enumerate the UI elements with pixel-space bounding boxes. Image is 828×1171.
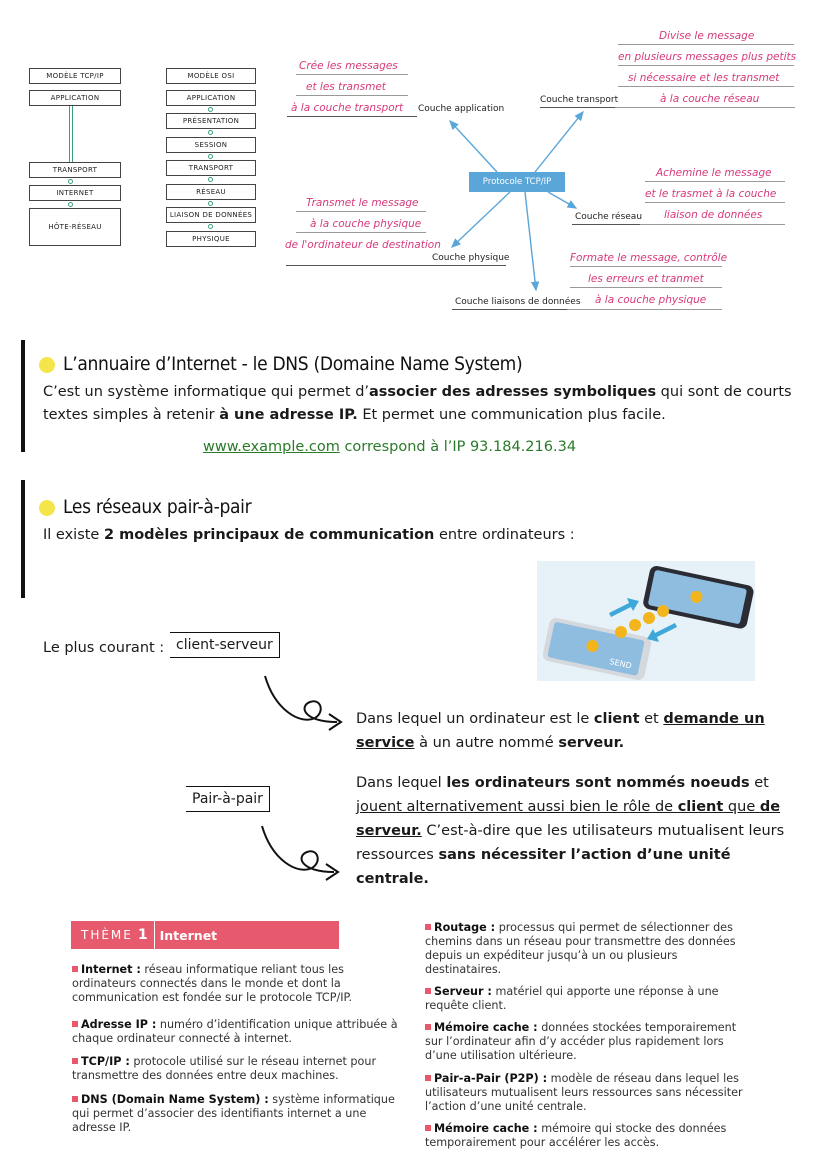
glossary-cache-1: Mémoire cache : données stockées temporairement sur l’ordinateur afin d’y accéder plus rapidement lors d’une utilisation ultérieure. — [425, 1021, 737, 1062]
mm-reseau-label: Couche réseau — [575, 212, 643, 222]
theme-banner: THÈME 1 Internet — [71, 921, 339, 949]
mm-physique-desc-1: Transmet le message — [306, 197, 419, 209]
tcp-model-title: MODÈLE TCP/IP — [29, 68, 121, 84]
phones-svg — [537, 561, 755, 681]
osi-layer-physical: PHYSIQUE — [166, 231, 256, 247]
glossary-tcpip: TCP/IP : protocole utilisé sur le réseau internet pour transmettre des données entre deux machines. — [72, 1055, 377, 1082]
glossary-routage: Routage : processus qui permet de sélectionner des chemins dans un réseau pour transmettre des données depuis un expéditeur jusqu’à un ou plusieurs destinataires. — [425, 921, 736, 976]
glossary-p2p: Pair-a-Pair (P2P) : modèle de réseau dans lequel les utilisateurs mutualisent leurs ressources sans nécessiter l’action d’une unité centrale. — [425, 1072, 743, 1113]
glossary-cache-2: Mémoire cache : mémoire qui stocke des données temporairement pour accélérer les accès. — [425, 1122, 727, 1149]
mm-liaison-desc-3: à la couche physique — [595, 294, 707, 306]
osi-layer-application: APPLICATION — [166, 90, 256, 106]
mindmap-arrows — [0, 0, 828, 320]
mm-transport-desc-2: en plusieurs messages plus petits — [618, 51, 797, 63]
p2p-section-title: Les réseaux pair-à-pair — [63, 496, 252, 518]
p2p-intro: Il existe 2 modèles principaux de communication entre ordinateurs : — [43, 527, 575, 543]
glossary-internet: Internet : réseau informatique reliant tous les ordinateurs connectés dans le monde et dont la communication est fondée sur le protocole TCP/IP. — [72, 963, 353, 1004]
mm-application-label: Couche application — [418, 104, 505, 114]
osi-layer-transport: TRANSPORT — [166, 160, 256, 176]
tcp-layer-transport: TRANSPORT — [29, 162, 121, 178]
glossary-serveur: Serveur : matériel qui apporte une réponse à une requête client. — [425, 985, 719, 1012]
client-server-box: client-serveur — [170, 632, 280, 658]
glossary-ip: Adresse IP : numéro d’identification unique attribuée à chaque ordinateur connecté à internet. — [72, 1018, 398, 1045]
mm-transport-desc-4: à la couche réseau — [660, 93, 760, 105]
mm-physique-desc-2: à la couche physique — [310, 218, 422, 230]
curl-arrow-icon — [255, 670, 350, 740]
mm-physique-label: Couche physique — [432, 253, 510, 263]
mm-application-desc-2: et les transmet — [306, 81, 386, 93]
mm-reseau-desc-1: Achemine le message — [656, 167, 772, 179]
osi-layer-datalink: LIAISON DE DONNÉES — [166, 207, 256, 223]
mm-physique-desc-3: de l'ordinateur de destination — [285, 239, 441, 251]
osi-layer-network: RÉSEAU — [166, 184, 256, 200]
p2p-description: Dans lequel les ordinateurs sont nommés noeuds et jouent alternativement aussi bien le rôle de client que de serveur. C’est-à-dire que les utilisateurs mutualisent leurs ressources sans nécessiter l’action d’une unité centrale. — [356, 775, 785, 887]
dns-description: C’est un système informatique qui permet d’associer des adresses symboliques qui sont de courts textes simples à retenir à une adresse IP. Et permet une communication plus facile. — [43, 384, 792, 423]
mm-application-desc-3: à la couche transport — [291, 102, 404, 114]
phones-illustration — [537, 561, 755, 681]
mm-application-desc-1: Crée les messages — [299, 60, 398, 72]
osi-model-title: MODÈLE OSI — [166, 68, 256, 84]
dns-bullet-icon — [39, 357, 55, 373]
p2p-box: Pair-à-pair — [186, 786, 270, 812]
tcp-layer-host-network: HÔTE-RÉSEAU — [29, 208, 121, 246]
client-server-lead: Le plus courant : — [43, 640, 165, 656]
dns-example: www.example.com correspond à l’IP 93.184.216.34 — [203, 439, 577, 455]
osi-layer-presentation: PRÉSENTATION — [166, 113, 256, 129]
curl-arrow-icon-2 — [252, 822, 347, 892]
mindmap-center: Protocole TCP/IP — [469, 172, 565, 192]
send-label: SEND — [608, 657, 633, 671]
p2p-bullet-icon — [39, 500, 55, 516]
mm-liaison-desc-2: les erreurs et tranmet — [588, 273, 704, 285]
mm-liaison-desc-1: Formate le message, contrôle — [570, 252, 728, 264]
mm-reseau-desc-3: liaison de données — [664, 209, 763, 221]
mm-transport-label: Couche transport — [540, 95, 619, 105]
example-link[interactable]: www.example.com — [203, 439, 340, 455]
tcp-layer-internet: INTERNET — [29, 185, 121, 201]
tcp-layer-application: APPLICATION — [29, 90, 121, 106]
client-server-description: Dans lequel un ordinateur est le client et demande un service à un autre nommé serveur. — [356, 711, 765, 751]
mm-reseau-desc-2: et le trasmet à la couche — [645, 188, 777, 200]
dns-section-bar — [21, 340, 25, 452]
mm-liaison-label: Couche liaisons de données — [455, 297, 581, 307]
glossary-dns: DNS (Domain Name System) : système informatique qui permet d’associer des identifiants internet a une adresse IP. — [72, 1093, 395, 1134]
mm-transport-desc-1: Divise le message — [659, 30, 755, 42]
mm-transport-desc-3: si nécessaire et les transmet — [628, 72, 780, 84]
osi-layer-session: SESSION — [166, 137, 256, 153]
dns-section-title: L’annuaire d’Internet - le DNS (Domaine Name System) — [63, 353, 523, 375]
p2p-section-bar — [21, 480, 25, 598]
